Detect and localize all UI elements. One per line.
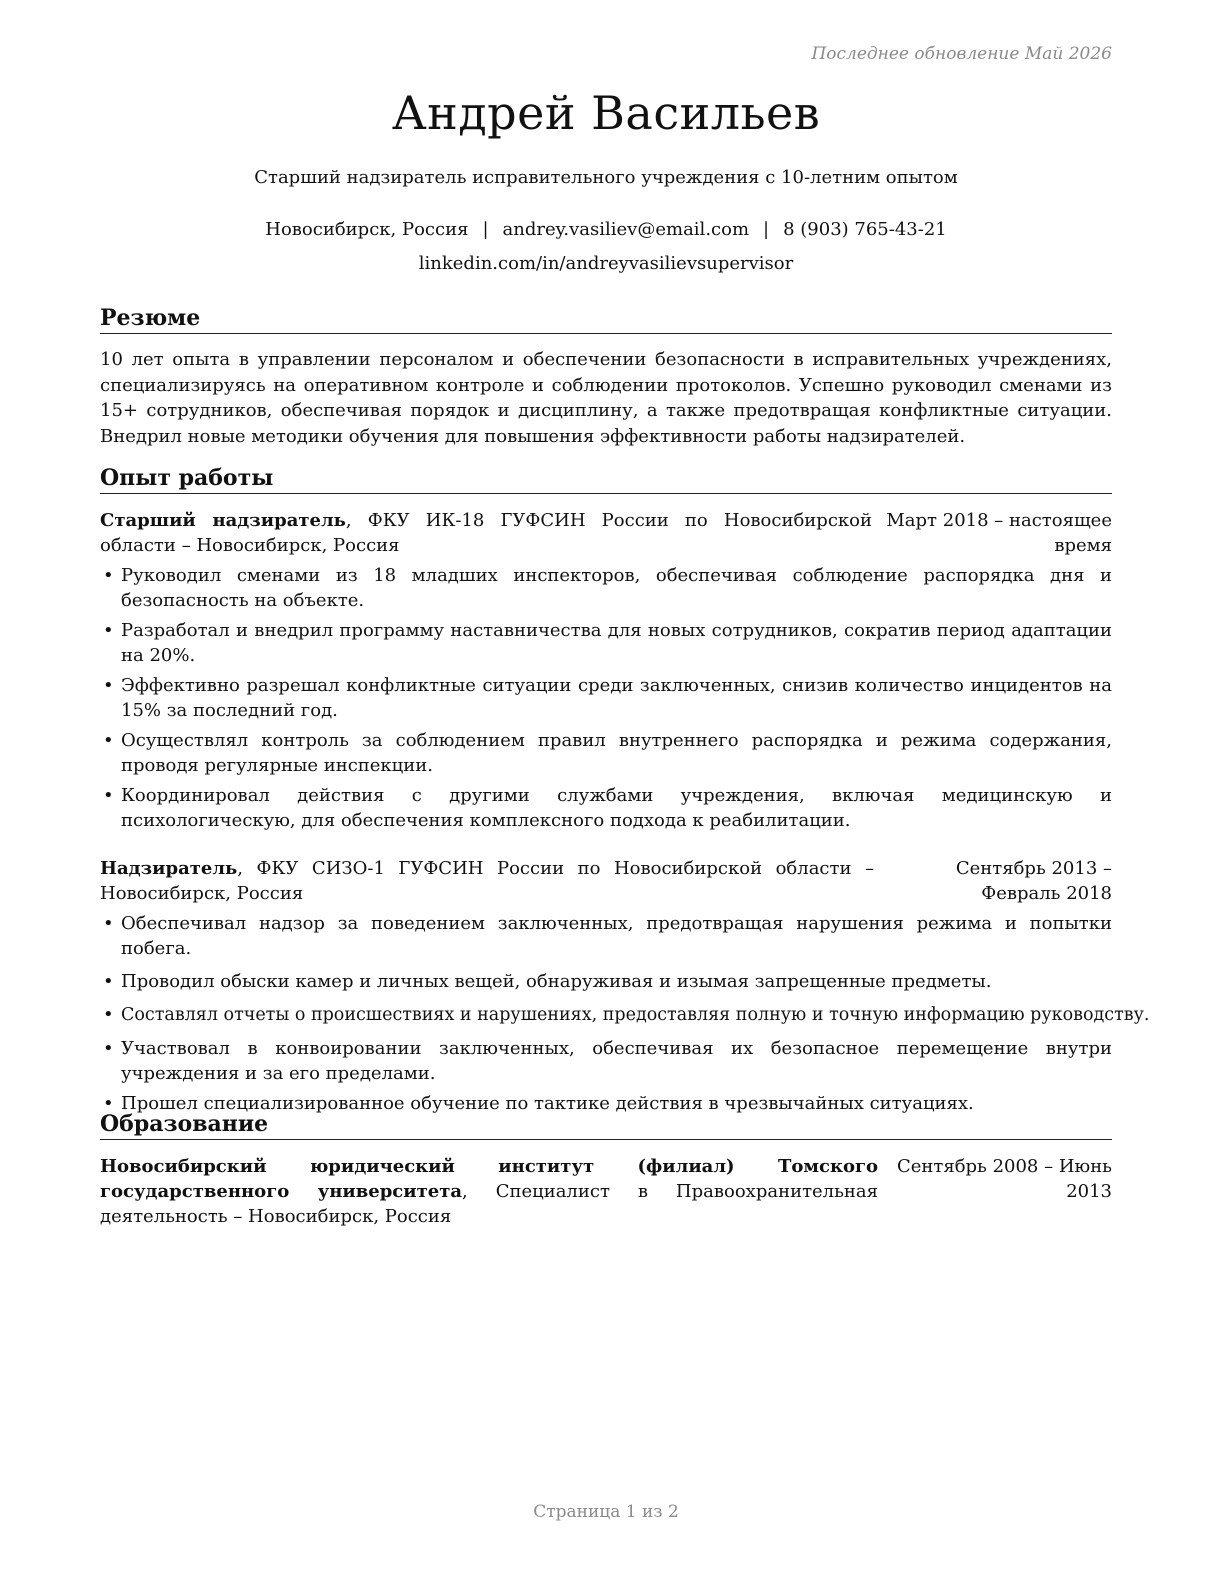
- education-details: , Специалист в Правоохранительная деятельность – Новосибирск, Россия: [100, 1181, 878, 1227]
- bullet-text: Эффективно разрешал конфликтные ситуации среди заключенных, снизив количество инцидентов на 15% за последний год.: [121, 675, 1112, 721]
- page-number: Страница 1 из 2: [533, 1502, 679, 1522]
- list-item: [100, 563, 1112, 613]
- job-bullets: [100, 911, 1150, 1116]
- job-dates: Март 2018 – настоящее время: [886, 510, 1112, 556]
- candidate-name: Андрей Васильев: [391, 86, 821, 140]
- contact-phone[interactable]: 8 (903) 765-43-21: [783, 219, 947, 240]
- bullet-text: Осуществлял контроль за соблюдением правил внутреннего распорядка и режима содержания, проводя регулярные инспекции.: [121, 730, 1112, 776]
- education-line: [100, 1154, 878, 1229]
- job-entry: [100, 856, 1150, 1121]
- list-item: [100, 728, 1112, 778]
- linkedin-link[interactable]: linkedin.com/in/andreyvasilievsupervisor: [418, 253, 794, 274]
- education-dates: Сентябрь 2008 – Июнь 2013: [896, 1156, 1112, 1202]
- bullet-icon: •: [103, 913, 114, 934]
- bullet-icon: •: [103, 785, 114, 806]
- bullet-text: Обеспечивал надзор за поведением заключенных, предотвращая нарушения режима и попытки побега.: [121, 913, 1112, 959]
- bullet-text: Координировал действия с другими службами учреждения, включая медицинскую и психологическую, для обеспечения комплексного подхода к реабилитации.: [121, 785, 1112, 831]
- bullet-text: Руководил сменами из 18 младших инспекторов, обеспечивая соблюдение распорядка дня и безопасность на объекте.: [121, 565, 1112, 611]
- contact-email[interactable]: andrey.vasiliev@email.com: [502, 219, 750, 240]
- bullet-icon: •: [103, 565, 114, 586]
- contact-location: Новосибирск, Россия: [265, 219, 469, 240]
- job-entry: [100, 508, 1112, 838]
- contact-separator: |: [482, 219, 489, 240]
- contact-line: [100, 219, 1112, 240]
- list-item: [100, 618, 1112, 668]
- bullet-icon: •: [103, 1038, 114, 1059]
- bullet-text: Прошел специализированное обучение по тактике действия в чрезвычайных ситуациях.: [121, 1093, 974, 1114]
- list-item: [100, 673, 1112, 723]
- job-organization: , ФКУ СИЗО-1 ГУФСИН России по Новосибирской области – Новосибирск, Россия: [100, 858, 874, 904]
- summary-text: 10 лет опыта в управлении персоналом и обеспечении безопасности в исправительных учреждениях, специализируясь на оперативном контроле и соблюдении протоколов. Успешно руководил сменами из 15+ сотрудников, обеспечивая порядок и дисциплину, а также предотвращая конфликтные ситуации. Внедрил новые методики обучения для повышения эффективности работы надзирателей.: [100, 349, 1112, 447]
- job-title-line: [100, 856, 874, 906]
- bullet-icon: •: [103, 730, 114, 751]
- job-header: [100, 508, 1112, 558]
- list-item: [100, 969, 1112, 994]
- list-item: [100, 1002, 1150, 1028]
- bullet-text: Разработал и внедрил программу наставничества для новых сотрудников, сократив период адаптации на 20%.: [121, 620, 1112, 666]
- education-institution: Новосибирский юридический институт (филиал) Томского государственного университета: [100, 1156, 878, 1202]
- list-item: [100, 911, 1112, 961]
- bullet-text: Участвовал в конвоировании заключенных, обеспечивая их безопасное перемещение внутри учреждения и за его пределами.: [121, 1038, 1112, 1084]
- list-item: [100, 1036, 1112, 1086]
- contact-separator: |: [763, 219, 770, 240]
- bullet-icon: •: [103, 1093, 114, 1114]
- job-title-line: [100, 508, 872, 558]
- job-role: Старший надзиратель: [100, 510, 346, 531]
- list-item: [100, 783, 1112, 833]
- education-entry: [100, 1154, 1112, 1229]
- job-organization: , ФКУ ИК-18 ГУФСИН России по Новосибирской области – Новосибирск, Россия: [100, 510, 872, 556]
- section-title-summary: Резюме: [100, 304, 1112, 334]
- job-dates: Сентябрь 2013 – Февраль 2018: [955, 858, 1112, 904]
- resume-page: [100, 0, 1150, 1584]
- bullet-text: Составлял отчеты о происшествиях и нарушениях, предоставляя полную и точную информацию руководству.: [121, 1005, 1150, 1025]
- candidate-headline: Старший надзиратель исправительного учреждения с 10-летним опытом: [254, 167, 958, 188]
- job-role: Надзиратель: [100, 858, 238, 879]
- bullet-icon: •: [103, 971, 114, 992]
- job-header: [100, 856, 1112, 906]
- bullet-icon: •: [103, 675, 114, 696]
- bullet-icon: •: [103, 620, 114, 641]
- bullet-icon: •: [103, 1004, 114, 1025]
- education-header: [100, 1154, 1112, 1229]
- section-title-experience: Опыт работы: [100, 464, 1112, 494]
- bullet-text: Проводил обыски камер и личных вещей, обнаруживая и изымая запрещенные предметы.: [121, 971, 992, 992]
- last-updated: Последнее обновление Май 2026: [811, 44, 1112, 64]
- job-bullets: [100, 563, 1112, 833]
- section-title-education: Образование: [100, 1110, 1112, 1140]
